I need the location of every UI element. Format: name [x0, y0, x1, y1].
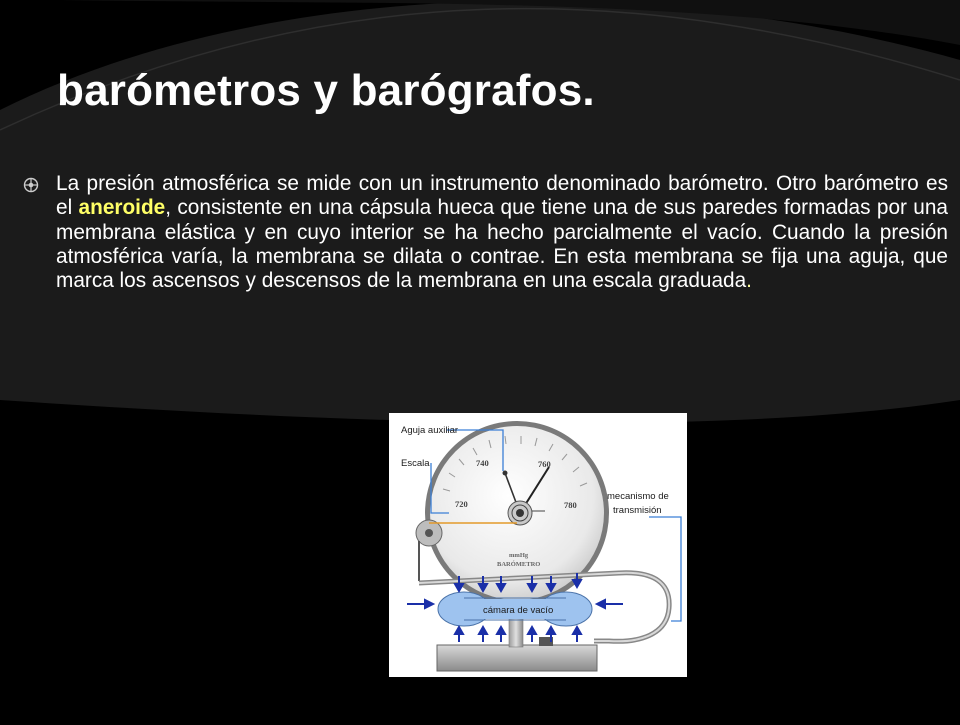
mecanismo-label-line1: mecanismo de: [607, 491, 669, 502]
mecanismo-leader-line: [649, 517, 681, 621]
paragraph-text-3: .: [746, 269, 752, 293]
pulley-axle: [425, 529, 433, 537]
auxiliary-needle-tip: [503, 471, 508, 476]
aguja-label: Aguja auxiliar: [401, 425, 459, 436]
dial-tick-720: 720: [455, 499, 468, 509]
dial-tick-760: 760: [538, 459, 551, 469]
dial-unit: mmHg: [509, 552, 529, 559]
dial-name: BARÓMETRO: [497, 561, 541, 568]
paragraph-text-1: La presión atmosférica se mide con un instrumento denominado barómetro. Otro barómetro es el: [56, 172, 948, 220]
hub-center: [516, 509, 524, 517]
escala-label: Escala: [401, 458, 430, 469]
aneroide-highlight: aneroide: [78, 196, 166, 220]
dial-tick-780: 780: [564, 500, 577, 510]
aneroid-barometer-diagram: [389, 413, 687, 677]
circle-dot-bullet-icon: [22, 176, 40, 194]
dial-tick-740: 740: [476, 458, 489, 468]
slide-title: barómetros y barógrafos.: [57, 66, 595, 115]
vacuum-chamber-label: cámara de vacío: [483, 605, 554, 616]
barometer-base: [437, 645, 597, 671]
body-paragraph: [56, 172, 948, 293]
paragraph-text-2: , consistente en una cápsula hueca que tiene una de sus paredes formadas por una membrana elástica y en cuyo interior se ha hecho parcialmente el vacío. Cuando la presión atmosférica varía, la membrana se dilata o contrae. En esta membrana se fija una aguja, que marca los ascensos y descensos de la membrana en una escala graduada: [56, 196, 948, 293]
mecanismo-label-line2: transmisión: [613, 505, 662, 516]
